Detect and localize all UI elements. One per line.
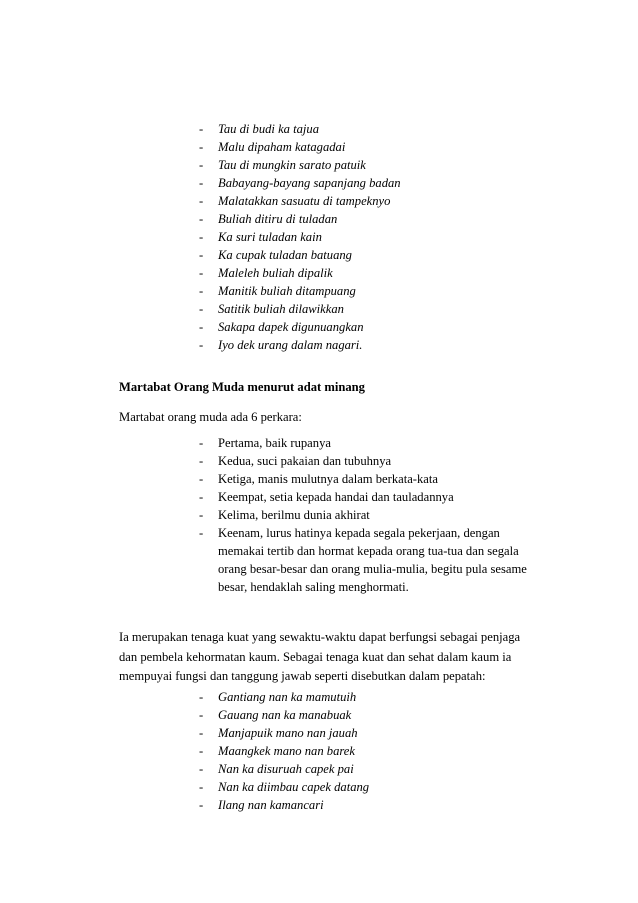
list-item: - Gauang nan ka manabuak: [199, 708, 352, 722]
dash-bullet: -: [199, 762, 204, 776]
list-item: - Malatakkan sasuatu di tampeknyo: [199, 194, 391, 208]
list-item: - Babayang-bayang sapanjang badan: [199, 176, 401, 190]
dash-bullet: -: [199, 230, 204, 244]
list-item: - Tau di budi ka tajua: [199, 122, 319, 136]
list-item: - Nan ka diimbau capek datang: [199, 780, 370, 794]
dash-bullet: -: [199, 122, 204, 136]
body-paragraph: Ia merupakan tenaga kuat yang sewaktu-waktu dapat berfungsi sebagai penjaga dan pembela kehormatan kaum. Sebagai tenaga kuat dan sehat dalam kaum ia mempuyai fungsi dan tanggung jawab seperti disebutkan dalam pepatah:: [119, 630, 521, 683]
dash-bullet: -: [199, 284, 204, 298]
list-item: - Manitik buliah ditampuang: [199, 284, 356, 298]
dash-bullet: -: [199, 176, 204, 190]
dash-bullet: -: [199, 194, 204, 208]
dash-bullet: -: [199, 158, 204, 172]
dash-bullet: -: [199, 140, 204, 154]
list-item: - Pertama, baik rupanya: [199, 436, 331, 450]
list-item: - Buliah ditiru di tuladan: [199, 212, 338, 226]
dash-bullet: -: [199, 726, 204, 740]
list-item: - Gantiang nan ka mamutuih: [199, 690, 357, 704]
dash-bullet: -: [199, 472, 204, 486]
list-item: - Kedua, suci pakaian dan tubuhnya: [199, 454, 392, 468]
list-item: - Iyo dek urang dalam nagari.: [199, 338, 363, 352]
pepatah-list-2: [199, 688, 369, 814]
list-item: - Keempat, setia kepada handai dan tauladannya: [199, 490, 454, 504]
list-item: - Ketiga, manis mulutnya dalam berkata-kata: [199, 472, 438, 486]
list-item: - Kelima, berilmu dunia akhirat: [199, 508, 370, 522]
section-heading: Martabat Orang Muda menurut adat minang: [119, 380, 365, 394]
pepatah-list-1: [199, 120, 401, 354]
list-item: - Ilang nan kamancari: [199, 798, 324, 812]
list-item: - Sakapa dapek digunuangkan: [199, 320, 364, 334]
list-item: - Ka suri tuladan kain: [199, 230, 322, 244]
dash-bullet: -: [199, 338, 204, 352]
dash-bullet: -: [199, 454, 204, 468]
dash-bullet: -: [199, 212, 204, 226]
dash-bullet: -: [199, 248, 204, 262]
list-item: - Ka cupak tuladan batuang: [199, 248, 352, 262]
dash-bullet: -: [199, 526, 204, 540]
list-item: - Maleleh buliah dipalik: [199, 266, 333, 280]
dash-bullet: -: [199, 780, 204, 794]
list-item: - Maangkek mano nan barek: [199, 744, 355, 758]
martabat-list: [199, 434, 548, 596]
list-item: - Keenam, lurus hatinya kepada segala pekerjaan, dengan memakai tertib dan hormat kepada orang tua-tua dan segala orang besar-besar dan orang mulia-mulia, begitu pula sesame besar, hendaklah saling menghormati.: [199, 526, 527, 594]
dash-bullet: -: [199, 266, 204, 280]
dash-bullet: -: [199, 690, 204, 704]
intro-text: Martabat orang muda ada 6 perkara:: [119, 410, 302, 424]
dash-bullet: -: [199, 798, 204, 812]
dash-bullet: -: [199, 320, 204, 334]
dash-bullet: -: [199, 302, 204, 316]
list-item: - Malu dipaham katagadai: [199, 140, 346, 154]
list-item: - Satitik buliah dilawikkan: [199, 302, 344, 316]
list-item: - Manjapuik mano nan jauah: [199, 726, 358, 740]
list-item: - Tau di mungkin sarato patuik: [199, 158, 366, 172]
dash-bullet: -: [199, 436, 204, 450]
list-item: - Nan ka disuruah capek pai: [199, 762, 354, 776]
dash-bullet: -: [199, 744, 204, 758]
dash-bullet: -: [199, 708, 204, 722]
dash-bullet: -: [199, 490, 204, 504]
dash-bullet: -: [199, 508, 204, 522]
